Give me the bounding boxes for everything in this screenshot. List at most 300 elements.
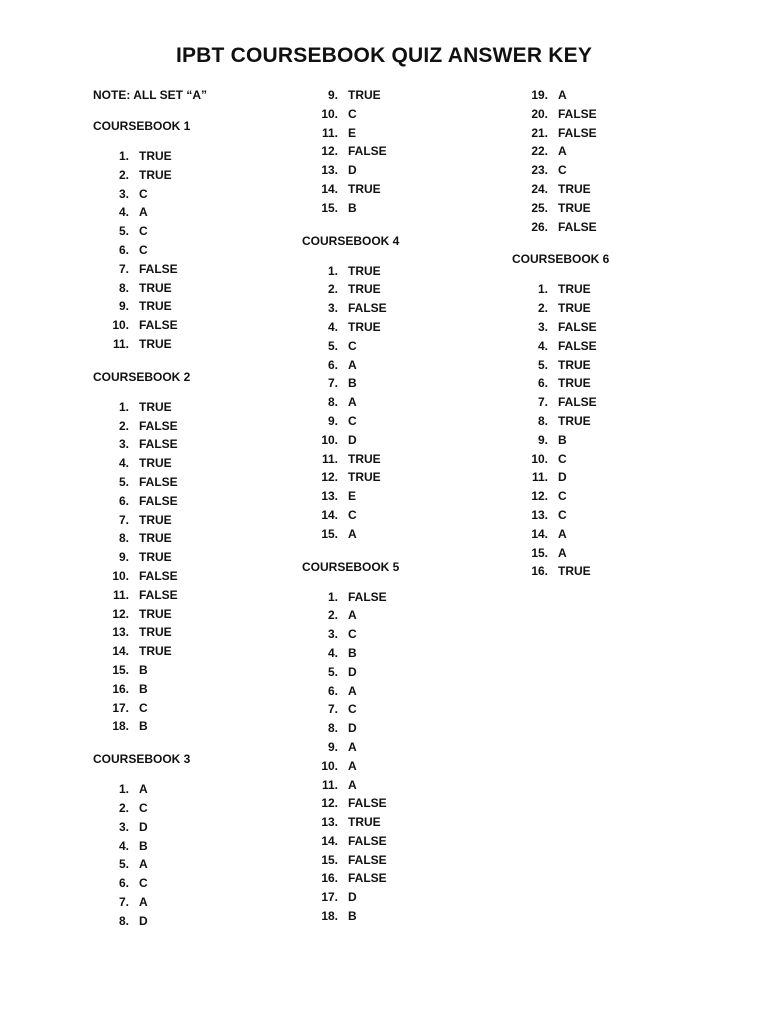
question-number: 3.: [537, 319, 548, 334]
question-number: 11.: [321, 451, 338, 466]
answer-item: [302, 180, 512, 199]
answer-section: [93, 117, 303, 354]
section-heading: COURSEBOOK 2: [93, 369, 191, 384]
answer-value: FALSE: [348, 796, 387, 811]
answer-item: [302, 625, 512, 644]
question-number: 4.: [118, 838, 129, 853]
answer-value: A: [558, 144, 567, 159]
answer-value: FALSE: [348, 833, 387, 848]
answer-item: [302, 356, 512, 375]
question-number: 11.: [321, 125, 338, 140]
answer-item: [302, 869, 512, 888]
question-number: 8.: [118, 531, 129, 546]
answer-item: [302, 393, 512, 412]
answer-item: [302, 907, 512, 926]
answer-item: [93, 586, 303, 605]
question-number: 10.: [321, 432, 338, 447]
answer-item: [512, 431, 722, 450]
question-number: 13.: [321, 163, 338, 178]
answer-value: TRUE: [139, 280, 172, 295]
answer-value: A: [348, 608, 357, 623]
answer-item: [93, 203, 303, 222]
answer-item: [93, 279, 303, 298]
answer-item: [93, 605, 303, 624]
answer-item: [512, 161, 722, 180]
answer-item: [302, 606, 512, 625]
question-number: 3.: [118, 819, 129, 834]
answer-value: FALSE: [139, 437, 178, 452]
answer-value: TRUE: [558, 413, 591, 428]
answer-item: [93, 454, 303, 473]
answer-value: TRUE: [558, 181, 591, 196]
answer-value: FALSE: [139, 418, 178, 433]
answer-item: [93, 492, 303, 511]
answer-item: [302, 374, 512, 393]
answer-item: [512, 318, 722, 337]
answer-value: TRUE: [139, 336, 172, 351]
answer-item: [512, 374, 722, 393]
answer-value: A: [348, 758, 357, 773]
question-number: 15.: [321, 852, 338, 867]
question-number: 9.: [327, 413, 338, 428]
answer-value: TRUE: [139, 531, 172, 546]
answer-column-2: [302, 86, 512, 940]
answer-value: TRUE: [348, 470, 381, 485]
question-number: 23.: [531, 163, 548, 178]
answer-item: [302, 832, 512, 851]
question-number: 14.: [531, 526, 548, 541]
question-number: 1.: [118, 782, 129, 797]
section-heading: COURSEBOOK 3: [93, 752, 191, 767]
answer-section: [512, 250, 722, 581]
answer-item: [93, 222, 303, 241]
answer-item: [302, 738, 512, 757]
answer-value: FALSE: [348, 144, 387, 159]
answer-value: B: [348, 200, 357, 215]
question-number: 9.: [327, 88, 338, 102]
answer-value: C: [348, 702, 357, 717]
answer-item: [512, 86, 722, 105]
answer-section: [302, 558, 512, 926]
question-number: 22.: [531, 144, 548, 159]
answer-value: FALSE: [139, 474, 178, 489]
answer-item: [93, 241, 303, 260]
question-number: 4.: [118, 205, 129, 220]
answer-item: [93, 297, 303, 316]
answer-value: A: [348, 395, 357, 410]
question-number: 6.: [118, 876, 129, 891]
answer-value: C: [558, 507, 567, 522]
answer-section: [512, 86, 722, 236]
answer-item: [93, 837, 303, 856]
answer-value: A: [348, 526, 357, 541]
answer-item: [93, 717, 303, 736]
question-number: 5.: [118, 474, 129, 489]
question-number: 7.: [118, 261, 129, 276]
answer-value: FALSE: [558, 106, 597, 121]
answer-item: [302, 337, 512, 356]
answer-value: C: [348, 627, 357, 642]
question-number: 7.: [327, 702, 338, 717]
question-number: 1.: [537, 282, 548, 297]
question-number: 2.: [118, 167, 129, 182]
answer-item: [302, 813, 512, 832]
answer-value: TRUE: [558, 564, 591, 579]
answer-item: [302, 468, 512, 487]
question-number: 2.: [327, 282, 338, 297]
answer-value: FALSE: [558, 125, 597, 140]
answer-value: D: [348, 664, 357, 679]
question-number: 17.: [321, 890, 338, 905]
answer-value: A: [558, 526, 567, 541]
question-number: 11.: [112, 587, 129, 602]
question-number: 12.: [531, 489, 548, 504]
question-number: 8.: [327, 395, 338, 410]
answer-item: [302, 851, 512, 870]
question-number: 11.: [531, 470, 548, 485]
answer-value: A: [139, 857, 148, 872]
answer-value: B: [139, 662, 148, 677]
question-number: 13.: [321, 815, 338, 830]
answer-value: TRUE: [348, 815, 381, 830]
question-number: 3.: [118, 186, 129, 201]
answer-item: [93, 435, 303, 454]
answer-item: [512, 525, 722, 544]
question-number: 8.: [537, 413, 548, 428]
answer-value: D: [139, 913, 148, 928]
answer-item: [512, 124, 722, 143]
answer-value: TRUE: [139, 149, 172, 163]
answer-item: [93, 166, 303, 185]
question-number: 5.: [118, 224, 129, 239]
question-number: 3.: [327, 301, 338, 316]
answer-item: [302, 412, 512, 431]
question-number: 4.: [327, 319, 338, 334]
question-number: 18.: [321, 909, 338, 924]
question-number: 17.: [112, 700, 129, 715]
question-number: 6.: [327, 357, 338, 372]
question-number: 10.: [112, 318, 129, 333]
note-text: NOTE: ALL SET “A”: [93, 88, 207, 102]
question-number: 8.: [118, 913, 129, 928]
answer-value: A: [139, 205, 148, 220]
answer-item: [302, 124, 512, 143]
question-number: 2.: [118, 800, 129, 815]
answer-item: [302, 588, 512, 607]
answer-value: TRUE: [558, 376, 591, 391]
answer-item: [512, 105, 722, 124]
answer-value: A: [348, 739, 357, 754]
answer-item: [302, 431, 512, 450]
answer-value: C: [348, 338, 357, 353]
section-heading: COURSEBOOK 1: [93, 119, 191, 133]
answer-value: TRUE: [348, 451, 381, 466]
answer-item: [93, 699, 303, 718]
question-number: 13.: [531, 507, 548, 522]
question-number: 14.: [321, 507, 338, 522]
question-number: 16.: [531, 564, 548, 579]
answer-item: [512, 218, 722, 237]
answer-value: C: [348, 106, 357, 121]
answer-section: [302, 86, 512, 218]
answer-item: [93, 874, 303, 893]
answer-item: [93, 893, 303, 912]
question-number: 6.: [118, 493, 129, 508]
question-number: 12.: [321, 144, 338, 159]
answer-value: B: [139, 838, 148, 853]
question-number: 20.: [531, 106, 548, 121]
section-heading: COURSEBOOK 4: [302, 233, 400, 248]
question-number: 5.: [537, 357, 548, 372]
answer-item: [93, 567, 303, 586]
answer-item: [302, 161, 512, 180]
question-number: 14.: [112, 644, 129, 659]
answer-value: E: [348, 125, 357, 140]
section-heading: COURSEBOOK 6: [512, 252, 610, 267]
answer-item: [302, 794, 512, 813]
answer-item: [302, 525, 512, 544]
question-number: 16.: [112, 681, 129, 696]
answer-item: [512, 199, 722, 218]
answer-item: [512, 487, 722, 506]
answer-item: [93, 799, 303, 818]
answer-item: [93, 316, 303, 335]
answer-value: FALSE: [348, 589, 387, 604]
question-number: 15.: [321, 526, 338, 541]
question-number: 9.: [118, 550, 129, 565]
question-number: 1.: [327, 263, 338, 278]
answer-value: C: [139, 224, 148, 239]
question-number: 24.: [531, 181, 548, 196]
answer-value: B: [558, 432, 567, 447]
answer-item: [93, 260, 303, 279]
answer-value: TRUE: [558, 282, 591, 297]
answer-item: [512, 337, 722, 356]
answer-value: C: [139, 186, 148, 201]
answer-value: TRUE: [558, 301, 591, 316]
answer-value: C: [139, 800, 148, 815]
question-number: 4.: [537, 338, 548, 353]
answer-value: TRUE: [348, 88, 381, 102]
answer-item: [302, 682, 512, 701]
question-number: 1.: [118, 399, 129, 414]
question-number: 12.: [321, 796, 338, 811]
answer-value: B: [139, 681, 148, 696]
answer-item: [302, 487, 512, 506]
answer-value: TRUE: [139, 550, 172, 565]
question-number: 1.: [327, 589, 338, 604]
answer-item: [93, 548, 303, 567]
question-number: 2.: [537, 301, 548, 316]
answer-value: TRUE: [139, 606, 172, 621]
answer-value: FALSE: [348, 852, 387, 867]
answer-section: [93, 750, 303, 930]
question-number: 21.: [531, 125, 548, 140]
answer-item: [302, 506, 512, 525]
answer-item: [302, 280, 512, 299]
question-number: 4.: [118, 456, 129, 471]
answer-item: [93, 529, 303, 548]
answer-value: FALSE: [558, 219, 597, 234]
answer-value: C: [139, 876, 148, 891]
question-number: 26.: [531, 219, 548, 234]
answer-item: [93, 818, 303, 837]
answer-item: [302, 663, 512, 682]
answer-item: [302, 719, 512, 738]
answer-item: [512, 506, 722, 525]
answer-item: [93, 642, 303, 661]
answer-value: B: [348, 376, 357, 391]
question-number: 6.: [537, 376, 548, 391]
question-number: 15.: [321, 200, 338, 215]
answer-value: FALSE: [348, 301, 387, 316]
answer-item: [302, 776, 512, 795]
question-number: 12.: [321, 470, 338, 485]
answer-item: [93, 661, 303, 680]
answer-item: [93, 511, 303, 530]
question-number: 10.: [321, 758, 338, 773]
answer-value: A: [139, 894, 148, 909]
answer-value: TRUE: [139, 299, 172, 314]
answer-item: [512, 180, 722, 199]
question-number: 19.: [531, 88, 548, 102]
answer-item: [93, 855, 303, 874]
question-number: 15.: [531, 545, 548, 560]
answer-value: FALSE: [139, 261, 178, 276]
answer-item: [512, 450, 722, 469]
answer-value: FALSE: [139, 318, 178, 333]
question-number: 8.: [118, 280, 129, 295]
answer-value: FALSE: [139, 587, 178, 602]
answer-value: D: [348, 163, 357, 178]
question-number: 2.: [118, 418, 129, 433]
answer-value: FALSE: [558, 338, 597, 353]
answer-value: TRUE: [139, 625, 172, 640]
answer-value: D: [348, 721, 357, 736]
answer-item: [512, 280, 722, 299]
answer-value: TRUE: [139, 512, 172, 527]
answer-value: TRUE: [139, 456, 172, 471]
answer-item: [93, 780, 303, 799]
question-number: 12.: [112, 606, 129, 621]
answer-column-1: [93, 86, 303, 944]
question-number: 7.: [537, 395, 548, 410]
question-number: 10.: [531, 451, 548, 466]
question-number: 6.: [118, 242, 129, 257]
question-number: 9.: [118, 299, 129, 314]
answer-value: A: [139, 782, 148, 797]
answer-item: [302, 318, 512, 337]
answer-item: [93, 398, 303, 417]
question-number: 3.: [327, 627, 338, 642]
answer-value: FALSE: [558, 319, 597, 334]
question-number: 11.: [321, 777, 338, 792]
question-number: 14.: [321, 833, 338, 848]
answer-value: TRUE: [348, 319, 381, 334]
answer-item: [93, 912, 303, 931]
answer-value: TRUE: [348, 263, 381, 278]
question-number: 5.: [327, 338, 338, 353]
answer-value: D: [558, 470, 567, 485]
answer-value: C: [348, 413, 357, 428]
answer-item: [93, 185, 303, 204]
answer-value: FALSE: [139, 493, 178, 508]
answer-value: FALSE: [139, 568, 178, 583]
answer-value: FALSE: [558, 395, 597, 410]
answer-value: TRUE: [558, 200, 591, 215]
question-number: 1.: [118, 149, 129, 163]
question-number: 10.: [321, 106, 338, 121]
answer-item: [93, 623, 303, 642]
answer-item: [302, 757, 512, 776]
answer-value: TRUE: [348, 181, 381, 196]
answer-item: [302, 262, 512, 281]
question-number: 5.: [118, 857, 129, 872]
answer-value: B: [348, 645, 357, 660]
question-number: 6.: [327, 683, 338, 698]
question-number: 7.: [118, 512, 129, 527]
answer-item: [302, 888, 512, 907]
question-number: 15.: [112, 662, 129, 677]
answer-section: [302, 232, 512, 544]
answer-item: [93, 417, 303, 436]
answer-item: [512, 544, 722, 563]
answer-value: A: [558, 88, 567, 102]
page-title: IPBT COURSEBOOK QUIZ ANSWER KEY: [175, 44, 593, 67]
question-number: 8.: [327, 721, 338, 736]
answer-value: D: [139, 819, 148, 834]
answer-value: C: [139, 700, 148, 715]
answer-value: TRUE: [139, 644, 172, 659]
answer-value: TRUE: [139, 167, 172, 182]
answer-item: [93, 680, 303, 699]
answer-value: D: [348, 890, 357, 905]
answer-item: [512, 468, 722, 487]
answer-value: A: [348, 357, 357, 372]
question-number: 2.: [327, 608, 338, 623]
answer-item: [512, 412, 722, 431]
question-number: 13.: [321, 489, 338, 504]
answer-item: [512, 393, 722, 412]
answer-value: TRUE: [348, 282, 381, 297]
question-number: 7.: [327, 376, 338, 391]
answer-value: C: [558, 451, 567, 466]
answer-item: [302, 86, 512, 105]
answer-item: [93, 147, 303, 166]
answer-column-3: [512, 86, 722, 595]
answer-item: [302, 700, 512, 719]
question-number: 25.: [531, 200, 548, 215]
answer-item: [302, 142, 512, 161]
answer-item: [302, 199, 512, 218]
answer-value: FALSE: [348, 871, 387, 886]
answer-value: C: [558, 163, 567, 178]
answer-value: A: [348, 683, 357, 698]
answer-value: TRUE: [558, 357, 591, 372]
question-number: 3.: [118, 437, 129, 452]
question-number: 14.: [321, 181, 338, 196]
question-number: 11.: [112, 336, 129, 351]
answer-value: B: [139, 719, 148, 734]
question-number: 9.: [537, 432, 548, 447]
question-number: 10.: [112, 568, 129, 583]
answer-value: D: [348, 432, 357, 447]
answer-item: [302, 299, 512, 318]
answer-value: C: [139, 242, 148, 257]
answer-item: [512, 142, 722, 161]
answer-value: A: [348, 777, 357, 792]
answer-section: [93, 368, 303, 736]
